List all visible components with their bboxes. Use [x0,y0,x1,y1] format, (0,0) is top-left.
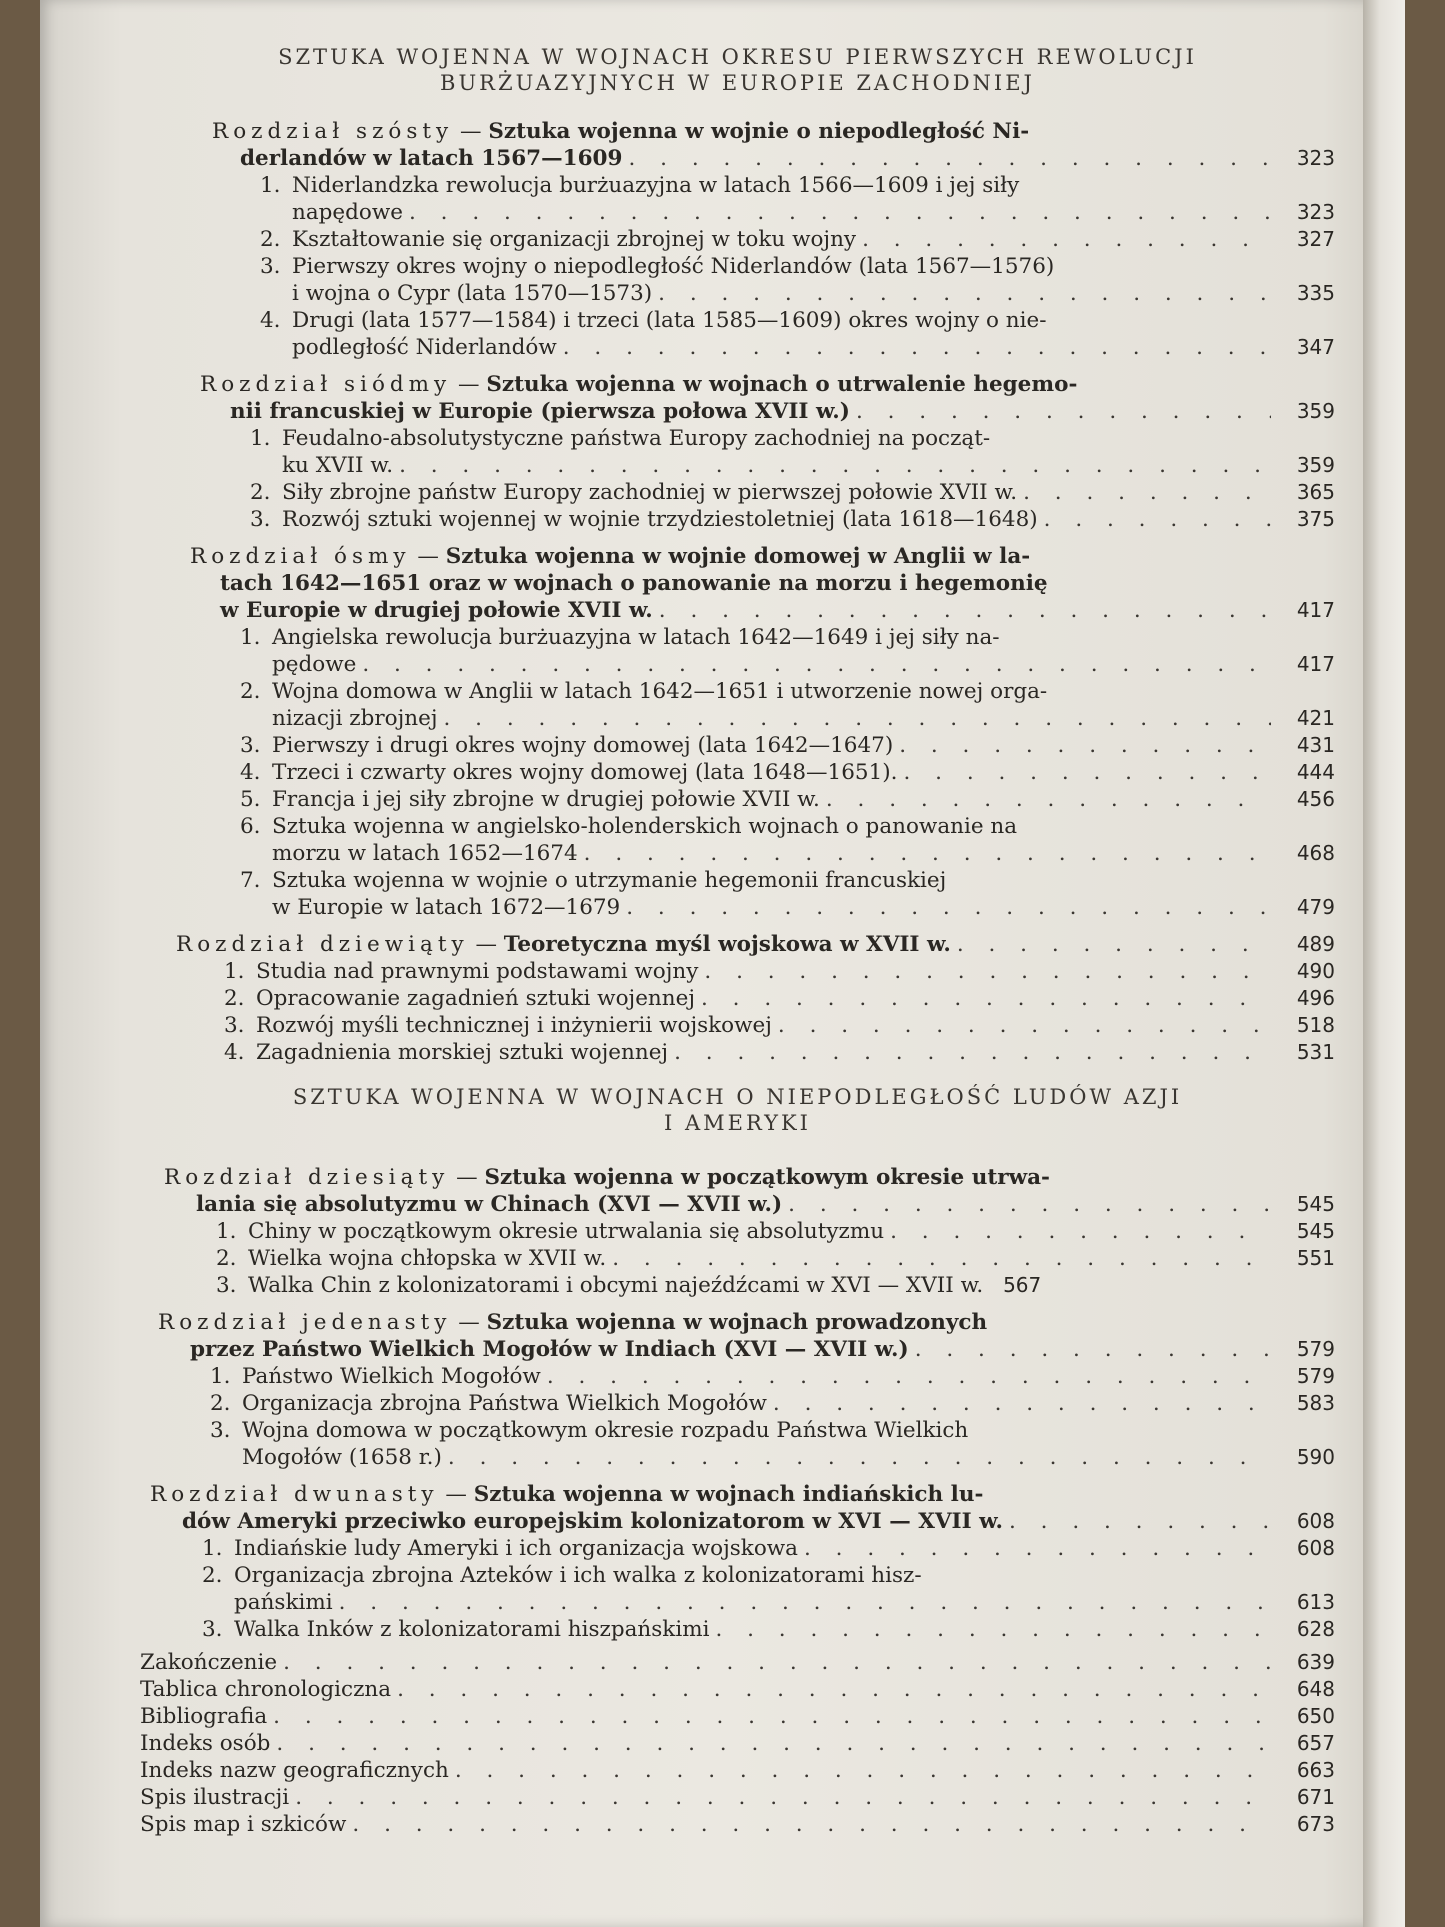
end-matter [140,1649,1335,1838]
section-entry: 2. Organizacja zbrojna Azteków i ich walka z kolonizatorami hisz- [202,1563,922,1588]
chapter-heading-cont: nii francuskiej w Europie (pierwsza połowa XVII w.) . . . 359 [140,398,1335,425]
section-entry: 3. Pierwszy okres wojny o niepodległość Niderlandów (lata 1567—1576) [260,254,1055,279]
chapter-12 [140,1481,1335,1643]
section-entry: 1. Feudalno-absolutystyczne państwa Europy zachodniej na począt- [250,426,991,451]
section-entry: 7. Sztuka wojenna w wojnie o utrzymanie hegemonii francuskiej [240,868,947,893]
chapter-9 [140,931,1335,1066]
chapter-heading: Rozdział siódmy — Sztuka wojenna w wojnach o utrwalenie hegemo- [200,372,1078,397]
section-entry: 3. Walka Inków z kolonizatorami hiszpańskimi . . . 628 [140,1616,1335,1643]
section-entry: 6. Sztuka wojenna w angielsko-holenderskich wojnach o panowanie na [240,814,1018,839]
section-entry: 2. Siły zbrojne państw Europy zachodniej w pierwszej połowie XVII w. . . . 365 [140,479,1335,506]
section-entry-cont: i wojna o Cypr (lata 1570—1573) . . . 335 [140,280,1335,307]
chapter-heading: Rozdział dziesiąty — Sztuka wojenna w początkowym okresie utrwa- [164,1165,1050,1190]
part-title-2: SZTUKA WOJENNA W WOJNACH O NIEPODLEGŁOŚĆ LUDÓW AZJI I AMERYKI [292,1085,1183,1135]
section-entry-cont: pędowe . . . 417 [140,651,1335,678]
section-entry-cont: w Europie w latach 1672—1679 . . . 479 [140,894,1335,921]
section-entry: 2. Wojna domowa w Anglii w latach 1642—1651 i utworzenie nowej orga- [240,679,1048,704]
chapter-heading: Rozdział dwunasty — Sztuka wojenna w wojnach indiańskich lu- [150,1482,984,1507]
section-entry-cont: morzu w latach 1652—1674 . . . 468 [140,840,1335,867]
chapter-7 [140,371,1335,533]
section-entry: 2. Kształtowanie się organizacji zbrojnej w toku wojny . . . 327 [140,226,1335,253]
section-entry: 1. Państwo Wielkich Mogołów . . . 579 [140,1363,1335,1390]
end-entry: Tablica chronologiczna . . . 648 [140,1676,1335,1703]
end-entry: Spis map i szkiców . . . 673 [140,1811,1335,1838]
section-entry: 1. Studia nad prawnymi podstawami wojny . . . 490 [140,958,1335,985]
end-entry: Spis ilustracji . . . 671 [140,1784,1335,1811]
section-entry: 5. Francja i jej siły zbrojne w drugiej połowie XVII w. . . . 456 [140,786,1335,813]
section-entry: 3. Wojna domowa w początkowym okresie rozpadu Państwa Wielkich [210,1418,969,1443]
chapter-6 [140,118,1335,361]
chapter-heading: Rozdział dziewiąty — Teoretyczna myśl wojskowa w XVII w. . . . 489 [140,931,1335,958]
section-entry: 4. Zagadnienia morskiej sztuki wojennej . . . 531 [140,1039,1335,1066]
section-entry: 2. Opracowanie zagadnień sztuki wojennej . . . 496 [140,985,1335,1012]
end-entry: Bibliografia . . . 650 [140,1703,1335,1730]
table-of-contents [140,44,1335,1838]
section-entry: 1. Niderlandzka rewolucja burżuazyjna w latach 1566—1609 i jej siły [260,173,1020,198]
section-entry-cont: Mogołów (1658 r.) . . . 590 [140,1444,1335,1471]
page-edge [1363,0,1405,1927]
section-entry-cont: nizacji zbrojnej . . . 421 [140,705,1335,732]
chapter-heading-cont: derlandów w latach 1567—1609 . . . 323 [140,145,1335,172]
end-entry: Indeks nazw geograficznych . . . 663 [140,1757,1335,1784]
section-entry: 3. Rozwój sztuki wojennej w wojnie trzydziestoletniej (lata 1618—1648) . . . 375 [140,506,1335,533]
chapter-heading: Rozdział jedenasty — Sztuka wojenna w wojnach prowadzonych [158,1310,988,1335]
chapter-11 [140,1309,1335,1471]
section-entry: 1. Chiny w początkowym okresie utrwalania się absolutyzmu . . . 545 [140,1218,1335,1245]
chapter-heading-cont: przez Państwo Wielkich Mogołów w Indiach (XVI — XVII w.) . . . 579 [140,1336,1335,1363]
section-entry: 4. Trzeci i czwarty okres wojny domowej (lata 1648—1651). . . . 444 [140,759,1335,786]
chapter-heading-cont: lania się absolutyzmu w Chinach (XVI — XVII w.) . . . 545 [140,1191,1335,1218]
chapter-heading-cont: tach 1642—1651 oraz w wojnach o panowanie na morzu i hegemonię [220,571,1048,596]
part-title-1: SZTUKA WOJENNA W WOJNACH OKRESU PIERWSZYCH REWOLUCJI BURŻUAZYJNYCH W EUROPIE ZACHODNIEJ [278,45,1197,95]
section-entry: 4. Drugi (lata 1577—1584) i trzeci (lata 1585—1609) okres wojny o nie- [260,308,1047,333]
chapter-heading: Rozdział ósmy — Sztuka wojenna w wojnie domowej w Anglii w la- [190,544,1031,569]
chapter-10 [140,1164,1335,1299]
end-entry: Zakończenie . . . 639 [140,1649,1335,1676]
chapter-heading: Rozdział szósty — Sztuka wojenna w wojnie o niepodległość Ni- [212,119,1030,144]
section-entry-cont: ku XVII w. . . . 359 [140,452,1335,479]
chapter-8 [140,543,1335,921]
section-entry-cont: napędowe . . . 323 [140,199,1335,226]
book-page [40,0,1405,1927]
section-entry: 3. Pierwszy i drugi okres wojny domowej (lata 1642—1647) . . . 431 [140,732,1335,759]
section-entry: 2. Wielka wojna chłopska w XVII w. . . . 551 [140,1245,1335,1272]
section-entry: 1. Indiańskie ludy Ameryki i ich organizacja wojskowa . . . 608 [140,1535,1335,1562]
section-entry-cont: podległość Niderlandów . . . 347 [140,334,1335,361]
section-entry: 3. Rozwój myśli technicznej i inżynierii wojskowej . . . 518 [140,1012,1335,1039]
chapter-heading-cont: dów Ameryki przeciwko europejskim kolonizatorom w XVI — XVII w. . . . 608 [140,1508,1335,1535]
chapter-heading-cont: w Europie w drugiej połowie XVII w. . . . 417 [140,597,1335,624]
section-entry: 1. Angielska rewolucja burżuazyjna w latach 1642—1649 i jej siły na- [240,625,1000,650]
section-entry-cont: pańskimi . . . 613 [140,1589,1335,1616]
section-entry: 3. Walka Chin z kolonizatorami i obcymi najeźdźcami w XVI — XVII w. 567 [216,1273,1042,1298]
end-entry: Indeks osób . . . 657 [140,1730,1335,1757]
section-entry: 2. Organizacja zbrojna Państwa Wielkich Mogołów . . . 583 [140,1390,1335,1417]
